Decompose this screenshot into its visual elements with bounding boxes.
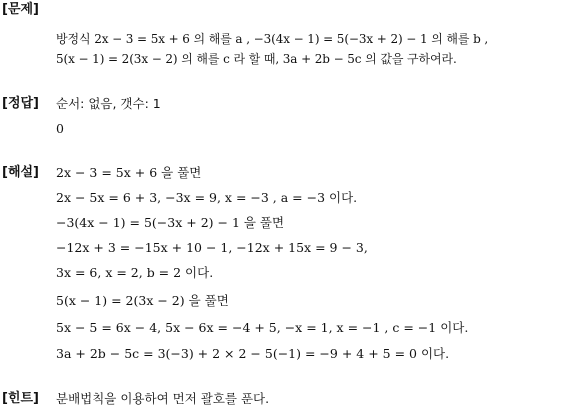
solution-line-6: 5(x − 1) = 2(3x − 2) 을 풀면 <box>56 293 229 308</box>
answer-value: 0 <box>56 121 64 136</box>
hint-line-1: 분배법칙을 이용하여 먼저 괄호를 푼다. <box>56 391 270 406</box>
solution-line-7: 5x − 5 = 6x − 4, 5x − 6x = −4 + 5, −x = 1, x = −1 , c = −1 이다. <box>56 320 469 335</box>
solution-line-3: −3(4x − 1) = 5(−3x + 2) − 1 을 풀면 <box>56 215 285 230</box>
solution-label: [해설] <box>2 165 39 180</box>
answer-label: [정답] <box>2 96 39 111</box>
solution-line-8: 3a + 2b − 5c = 3(−3) + 2 × 2 − 5(−1) = −9 + 4 + 5 = 0 이다. <box>56 346 450 361</box>
hint-label: [힌트] <box>2 391 39 406</box>
problem-line-1: 방정식 2x − 3 = 5x + 6 의 해를 a , −3(4x − 1) = 5(−3x + 2) − 1 의 해를 b , <box>56 32 489 46</box>
answer-line-1: 순서: 없음, 갯수: 1 <box>56 96 161 111</box>
solution-line-2: 2x − 5x = 6 + 3, −3x = 9, x = −3 , a = −3 이다. <box>56 190 358 205</box>
solution-line-1: 2x − 3 = 5x + 6 을 풀면 <box>56 165 202 180</box>
solution-line-5: 3x = 6, x = 2, b = 2 이다. <box>56 265 214 280</box>
solution-line-4: −12x + 3 = −15x + 10 − 1, −12x + 15x = 9 − 3, <box>56 240 368 255</box>
problem-line-2: 5(x − 1) = 2(3x − 2) 의 해를 c 라 할 때, 3a + 2b − 5c 의 값을 구하여라. <box>56 52 457 66</box>
problem-label: [문제] <box>2 2 39 17</box>
